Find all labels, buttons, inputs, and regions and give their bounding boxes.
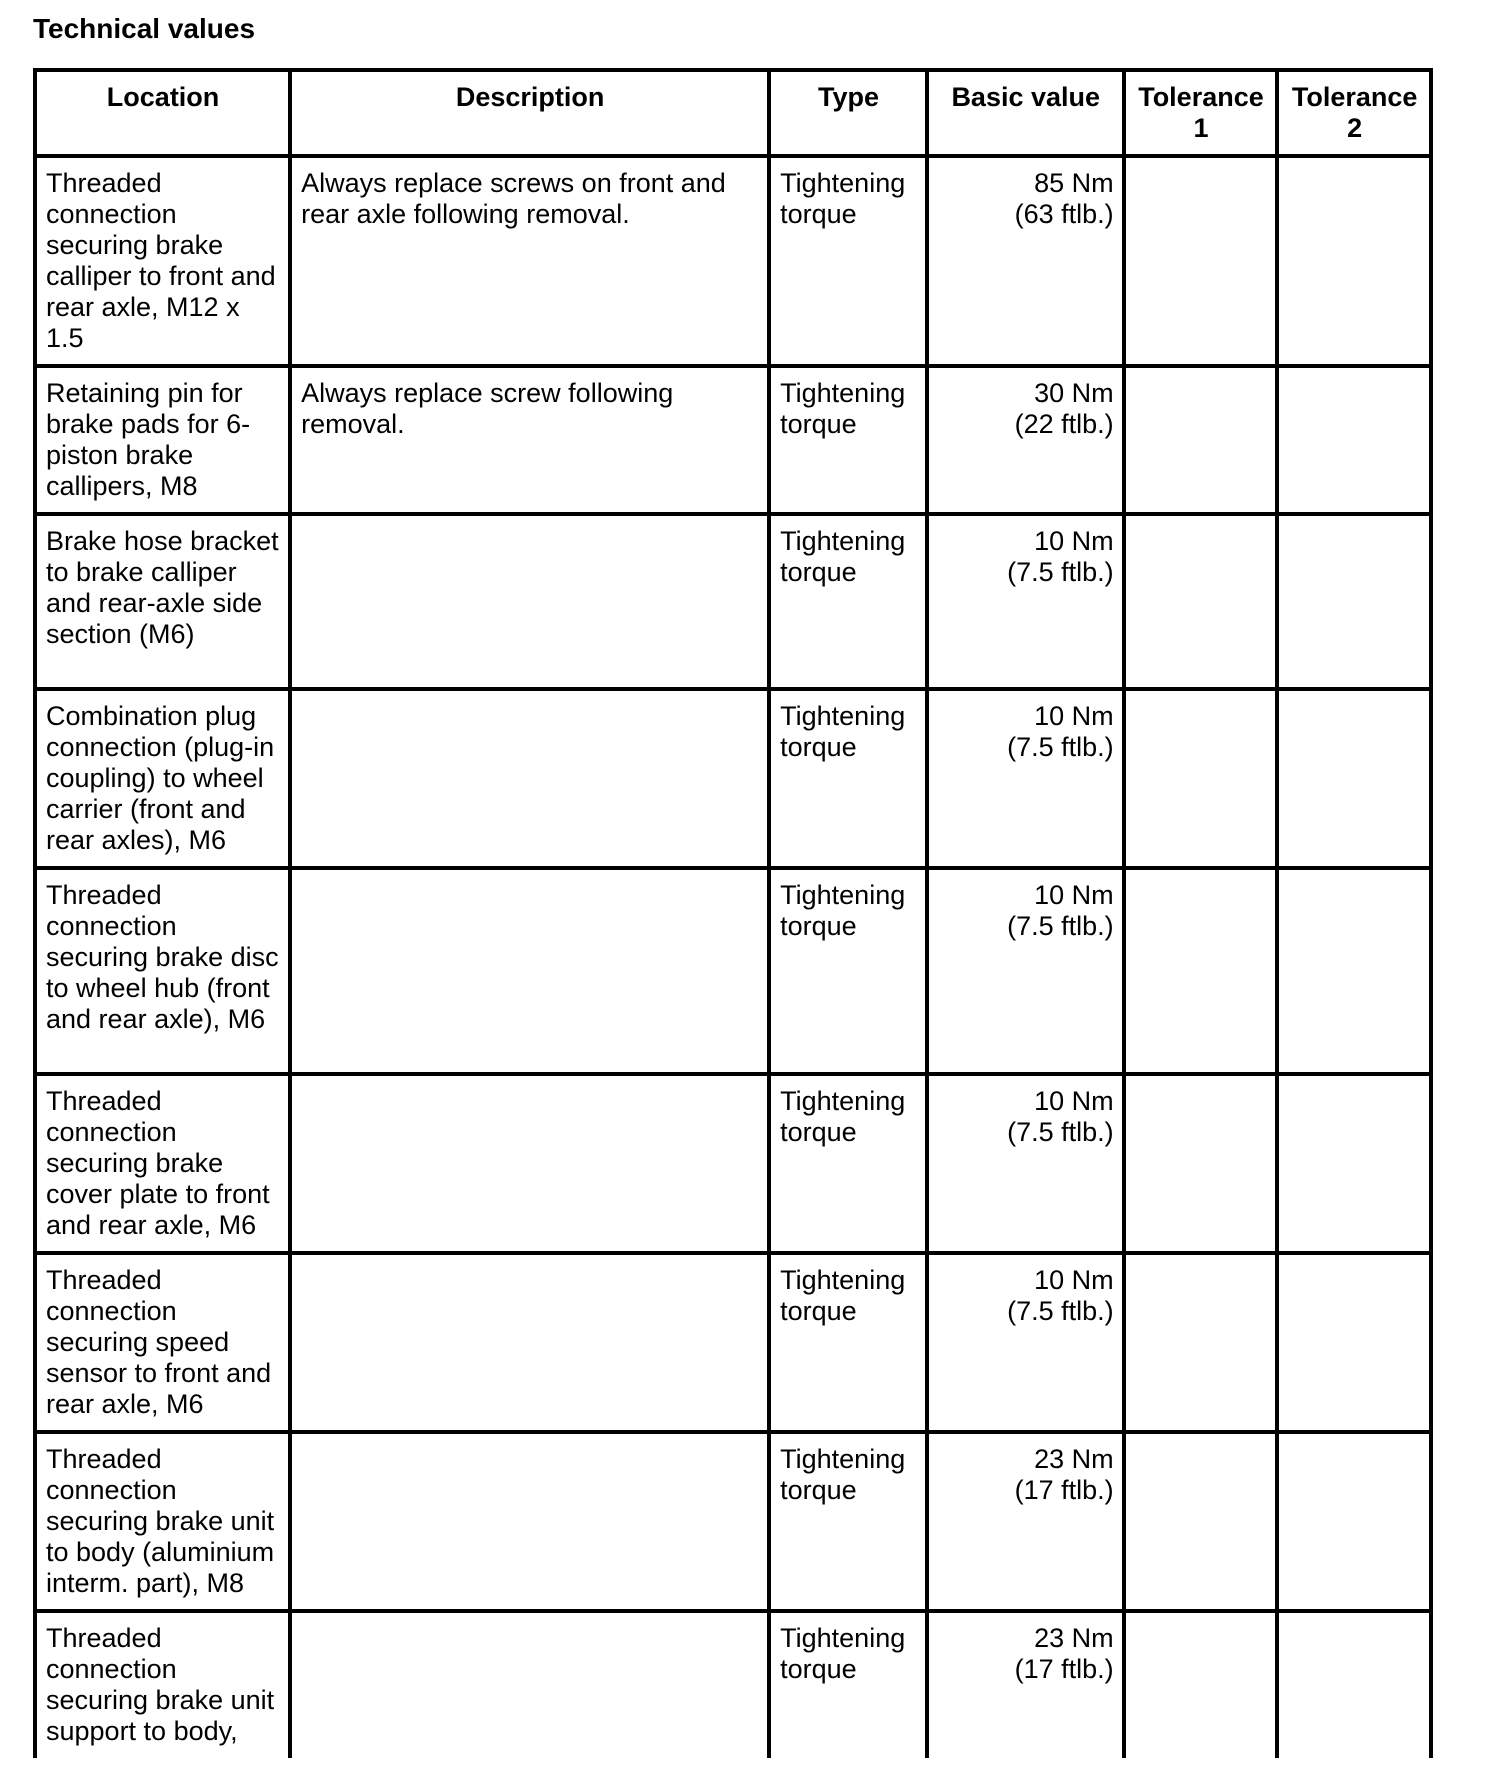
- cell-basic-value: [927, 689, 1124, 868]
- column-header-location: Location: [35, 70, 290, 156]
- table-header-row: [35, 70, 1431, 156]
- cell-location: Threaded connection securing brake disc to wheel hub (front and rear axle), M6: [35, 868, 290, 1074]
- cell-basic-value: [927, 366, 1124, 514]
- cell-basic-value: [927, 868, 1124, 1074]
- cell-location: Brake hose bracket to brake calliper and rear-axle side section (M6): [35, 514, 290, 689]
- value-nm: 10 Nm: [1034, 1086, 1114, 1116]
- cell-description: [290, 1432, 769, 1611]
- cell-description: Always replace screws on front and rear axle following removal.: [290, 156, 769, 366]
- cell-tolerance-2: [1277, 1432, 1431, 1611]
- cell-basic-value: [927, 1074, 1124, 1253]
- cell-description: [290, 1253, 769, 1432]
- cell-type: Tightening torque: [769, 1611, 927, 1758]
- cell-location: Retaining pin for brake pads for 6-piston brake callipers, M8: [35, 366, 290, 514]
- cell-tolerance-2: [1277, 868, 1431, 1074]
- cell-description: [290, 514, 769, 689]
- cell-type: Tightening torque: [769, 689, 927, 868]
- value-nm: 30 Nm: [1034, 378, 1114, 408]
- value-ftlb: (17 ftlb.): [1014, 1654, 1114, 1684]
- cell-basic-value: [927, 1432, 1124, 1611]
- value-ftlb: (7.5 ftlb.): [1007, 557, 1114, 587]
- cell-tolerance-1: [1124, 1074, 1278, 1253]
- cell-location: Threaded connection securing brake calliper to front and rear axle, M12 x 1.5: [35, 156, 290, 366]
- cell-tolerance-2: [1277, 1074, 1431, 1253]
- value-ftlb: (7.5 ftlb.): [1007, 1117, 1114, 1147]
- cell-tolerance-1: [1124, 868, 1278, 1074]
- cell-tolerance-1: [1124, 1253, 1278, 1432]
- technical-values-table: [33, 68, 1433, 1758]
- cell-tolerance-1: [1124, 514, 1278, 689]
- cell-tolerance-2: [1277, 1611, 1431, 1758]
- cell-description: Always replace screw following removal.: [290, 366, 769, 514]
- cell-basic-value: [927, 156, 1124, 366]
- cell-tolerance-2: [1277, 1253, 1431, 1432]
- cell-type: Tightening torque: [769, 514, 927, 689]
- cell-location: Threaded connection securing brake cover plate to front and rear axle, M6: [35, 1074, 290, 1253]
- cell-description: [290, 868, 769, 1074]
- value-nm: 23 Nm: [1034, 1623, 1114, 1653]
- cell-type: Tightening torque: [769, 1253, 927, 1432]
- column-header-tolerance-1: Tolerance 1: [1124, 70, 1278, 156]
- cell-description: [290, 1074, 769, 1253]
- value-ftlb: (63 ftlb.): [1014, 199, 1114, 229]
- cell-tolerance-2: [1277, 689, 1431, 868]
- value-nm: 10 Nm: [1034, 701, 1114, 731]
- cell-type: Tightening torque: [769, 1074, 927, 1253]
- column-header-type: Type: [769, 70, 927, 156]
- cell-type: Tightening torque: [769, 366, 927, 514]
- cell-description: [290, 1611, 769, 1758]
- cell-tolerance-1: [1124, 1611, 1278, 1758]
- cell-tolerance-2: [1277, 514, 1431, 689]
- page-title: Technical values: [33, 13, 256, 44]
- table-row: [35, 689, 1431, 868]
- cell-tolerance-2: [1277, 156, 1431, 366]
- cell-basic-value: [927, 1611, 1124, 1758]
- value-nm: 10 Nm: [1034, 526, 1114, 556]
- cell-tolerance-2: [1277, 366, 1431, 514]
- value-ftlb: (7.5 ftlb.): [1007, 911, 1114, 941]
- column-header-tolerance-2: Tolerance 2: [1277, 70, 1431, 156]
- table-row: [35, 366, 1431, 514]
- table-row: [35, 156, 1431, 366]
- technical-values-table-wrapper: [33, 68, 1433, 1758]
- value-ftlb: (7.5 ftlb.): [1007, 732, 1114, 762]
- table-row: [35, 1611, 1431, 1758]
- cell-type: Tightening torque: [769, 1432, 927, 1611]
- cell-tolerance-1: [1124, 156, 1278, 366]
- value-nm: 10 Nm: [1034, 880, 1114, 910]
- table-row: [35, 1432, 1431, 1611]
- cell-basic-value: [927, 514, 1124, 689]
- table-row: [35, 1253, 1431, 1432]
- table-row: [35, 514, 1431, 689]
- cell-location: Threaded connection securing brake unit to body (aluminium interm. part), M8: [35, 1432, 290, 1611]
- value-ftlb: (7.5 ftlb.): [1007, 1296, 1114, 1326]
- value-nm: 23 Nm: [1034, 1444, 1114, 1474]
- cell-description: [290, 689, 769, 868]
- value-nm: 10 Nm: [1034, 1265, 1114, 1295]
- value-ftlb: (17 ftlb.): [1014, 1475, 1114, 1505]
- cell-tolerance-1: [1124, 366, 1278, 514]
- cell-type: Tightening torque: [769, 868, 927, 1074]
- cell-location: Threaded connection securing brake unit support to body,: [35, 1611, 290, 1758]
- cell-tolerance-1: [1124, 689, 1278, 868]
- cell-location: Threaded connection securing speed sensor to front and rear axle, M6: [35, 1253, 290, 1432]
- table-row: [35, 868, 1431, 1074]
- value-nm: 85 Nm: [1034, 168, 1114, 198]
- cell-location: Combination plug connection (plug-in coupling) to wheel carrier (front and rear axles), M6: [35, 689, 290, 868]
- cell-type: Tightening torque: [769, 156, 927, 366]
- value-ftlb: (22 ftlb.): [1014, 409, 1114, 439]
- cell-tolerance-1: [1124, 1432, 1278, 1611]
- column-header-basic-value: Basic value: [927, 70, 1124, 156]
- cell-basic-value: [927, 1253, 1124, 1432]
- column-header-description: Description: [290, 70, 769, 156]
- table-row: [35, 1074, 1431, 1253]
